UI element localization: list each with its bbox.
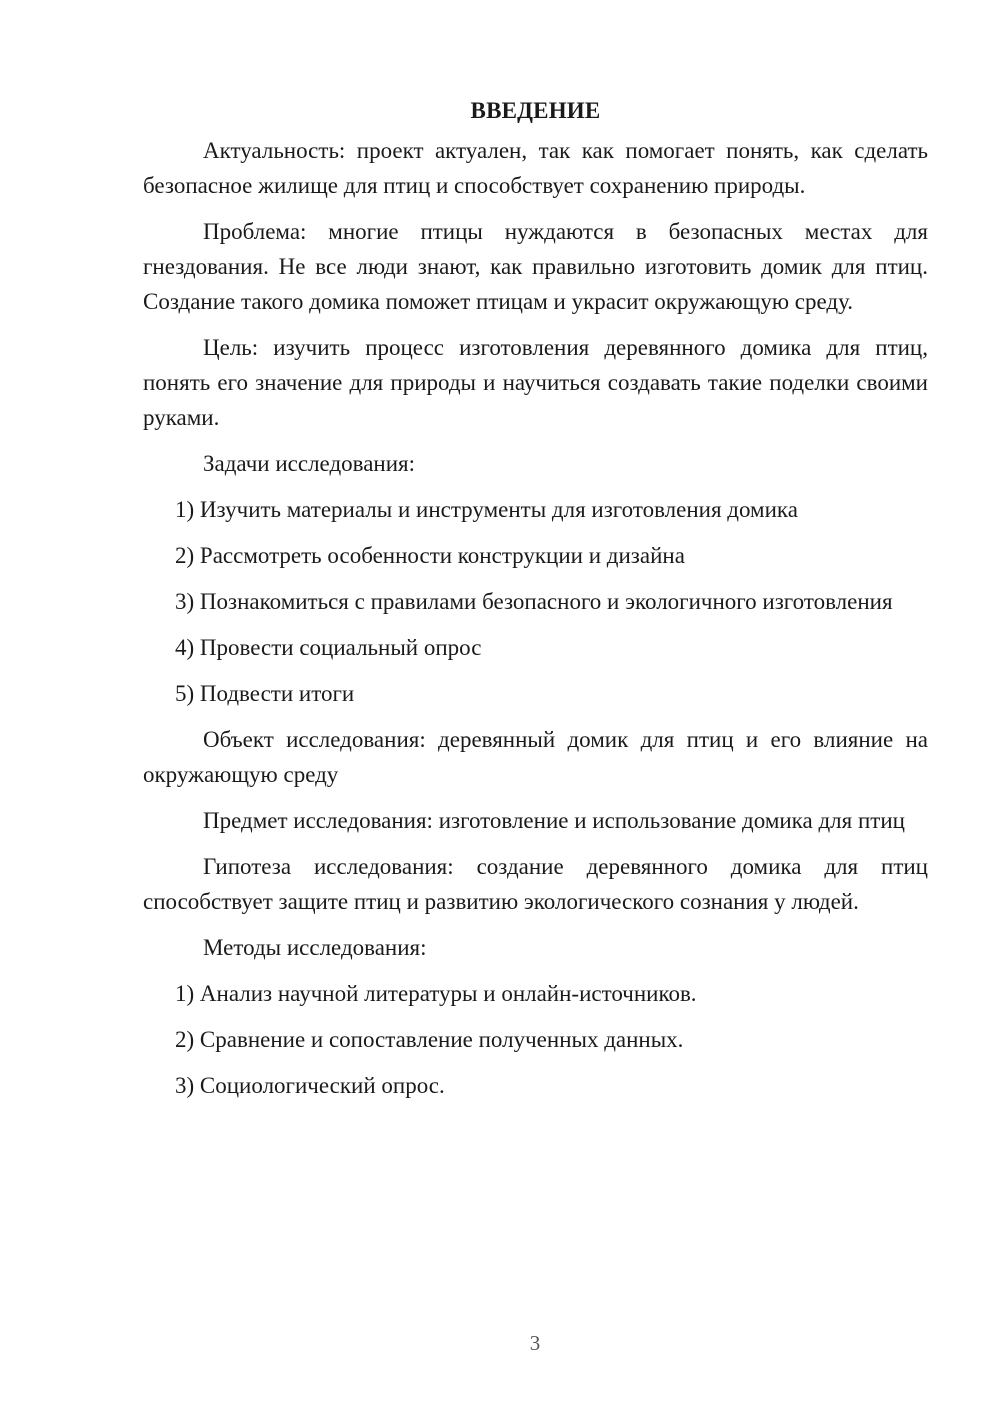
methods-heading: Методы исследования: [203, 935, 427, 960]
hypothesis-paragraph: Гипотеза исследования: создание деревянного домика для птиц способствует защите птиц и развитию экологического сознания у людей. [143, 854, 928, 914]
document-page [143, 88, 928, 1114]
page-number: 3 [529, 1331, 541, 1355]
subject-paragraph: Предмет исследования: изготовление и использование домика для птиц [203, 808, 905, 833]
task-item-5: 5) Подвести итоги [175, 681, 355, 706]
tasks-heading: Задачи исследования: [203, 451, 416, 476]
problem-paragraph: Проблема: многие птицы нуждаются в безопасных местах для гнездования. Не все люди знают, как правильно изготовить домик для птиц. Создание такого домика поможет птицам и украсит окружающую среду. [143, 219, 928, 314]
method-item-1: 1) Анализ научной литературы и онлайн-источников. [175, 981, 697, 1006]
task-item-1: 1) Изучить материалы и инструменты для изготовления домика [175, 497, 798, 522]
object-paragraph: Объект исследования: деревянный домик для птиц и его влияние на окружающую среду [143, 727, 928, 787]
task-item-2: 2) Рассмотреть особенности конструкции и дизайна [175, 543, 685, 568]
goal-paragraph: Цель: изучить процесс изготовления деревянного домика для птиц, понять его значение для природы и научиться создавать такие поделки своими руками. [143, 335, 928, 430]
task-item-3: 3) Познакомиться с правилами безопасного и экологичного изготовления [175, 589, 893, 614]
section-title: ВВЕДЕНИЕ [470, 98, 601, 123]
relevance-paragraph: Актуальность: проект актуален, так как помогает понять, как сделать безопасное жилище для птиц и способствует сохранению природы. [143, 138, 928, 198]
task-item-4: 4) Провести социальный опрос [175, 635, 482, 660]
method-item-3: 3) Социологический опрос. [175, 1073, 445, 1098]
method-item-2: 2) Сравнение и сопоставление полученных данных. [175, 1027, 684, 1052]
